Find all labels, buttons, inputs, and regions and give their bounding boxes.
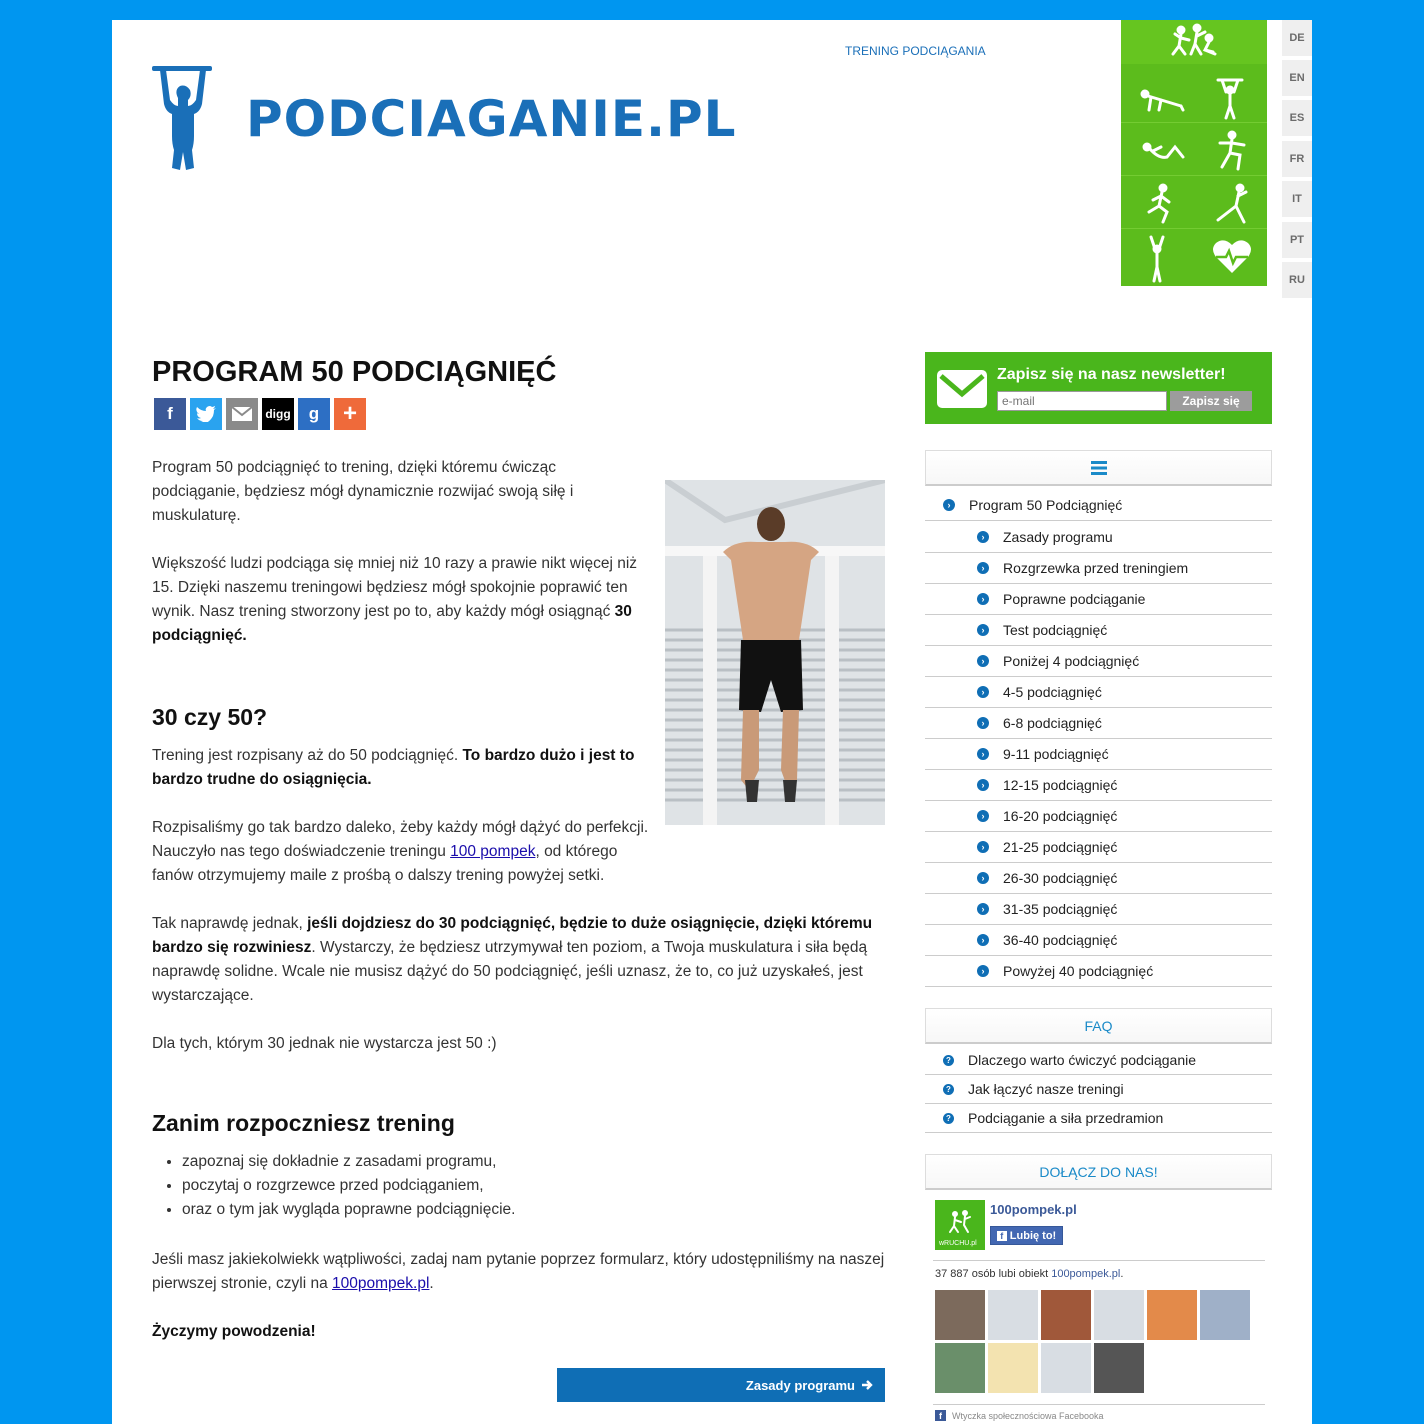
sidebar-item-9-11[interactable] [925,739,1272,770]
lang-ru[interactable]: RU [1282,262,1312,298]
faq-item-combine[interactable] [925,1075,1272,1104]
list-item: • oraz o tym jak wygląda poprawne podciągnięcie. [182,1198,515,1222]
facebook-small-icon: f [935,1410,946,1421]
sidebar-item-label: Zasady programu [1003,529,1113,545]
running-icon[interactable] [1121,176,1194,229]
sidebar-item-label: 9-11 podciągnięć [1003,746,1109,762]
paragraph-4: Rozpisaliśmy go tak bardzo daleko, żeby każdy mógł dążyć do perfekcji. Nauczyło nas tego doświadczenie treningu 100 pompek, od którego fanów otrzymujemy maile z prośbą o dalszy trening powyżej setki. [152,819,649,884]
divider [933,1404,1265,1405]
facebook-like-button[interactable] [990,1226,1063,1245]
sidebar-item-31-35[interactable] [925,894,1272,925]
faq-item-label: Jak łączyć nasze treningi [968,1081,1124,1097]
link-100-pompek[interactable]: 100 pompek [450,843,536,860]
faq-item-label: Podciąganie a siła przedramion [968,1110,1164,1126]
sidebar-item-program[interactable] [925,490,1272,521]
list-item: • poczytaj o rozgrzewce przed podciąganiem, [182,1174,515,1198]
facebook-page-name[interactable]: 100pompek.pl [990,1202,1077,1217]
twitter-icon[interactable] [190,398,222,430]
sidebar-item-36-40[interactable] [925,925,1272,956]
pushup-icon[interactable] [1121,70,1194,123]
question-circle-icon: ? [943,1084,954,1095]
lang-fr[interactable]: FR [1282,141,1312,177]
sidebar-item-test[interactable] [925,615,1272,646]
arrow-circle-icon: › [977,934,989,946]
heading-30-or-50: 30 czy 50? [152,704,268,730]
arrow-right-icon [861,1379,873,1391]
paragraph-6: Dla tych, którym 30 jednak nie wystarcza jest 50 :) [152,1035,497,1052]
question-circle-icon: ? [943,1055,954,1066]
arrow-circle-icon: › [977,965,989,977]
sidebar-item-label: Poprawne podciąganie [1003,591,1146,607]
situp-icon[interactable] [1121,123,1194,176]
arrow-circle-icon: › [977,841,989,853]
avatar[interactable] [988,1343,1038,1393]
question-circle-icon: ? [943,1113,954,1124]
sidebar-item-4-5[interactable] [925,677,1272,708]
sidebar-item-label: 4-5 podciągnięć [1003,684,1102,700]
sidebar-item-label: 26-30 podciągnięć [1003,870,1118,886]
sidebar-item-12-15[interactable] [925,770,1272,801]
join-us-header: DOŁĄCZ DO NAS! [925,1154,1272,1190]
arrow-circle-icon: › [977,810,989,822]
arrow-circle-icon: › [977,872,989,884]
faq-box-header: FAQ [925,1008,1272,1044]
google-plus-icon[interactable]: g [298,398,330,430]
sidebar-item-correct-form[interactable] [925,584,1272,615]
exercise-nav-grid [1121,20,1267,286]
avatar[interactable] [935,1343,985,1393]
closing-wish: Życzymy powodzenia! [152,1323,316,1340]
top-nav-training-link[interactable]: TRENING PODCIĄGANIA [845,44,986,58]
avatar[interactable] [1041,1343,1091,1393]
sidebar-item-label: Powyżej 40 podciągnięć [1003,963,1154,979]
link-100pompek-pl[interactable]: 100pompek.pl [332,1275,430,1292]
newsletter-submit-button[interactable]: Zapisz się [1170,391,1252,411]
facebook-like-count: 37 887 osób lubi obiekt 100pompek.pl. [935,1268,1124,1280]
heart-rate-icon[interactable] [1194,229,1267,282]
facebook-page-logo[interactable] [935,1200,985,1250]
avatar[interactable] [1041,1290,1091,1340]
arrow-circle-icon: › [977,593,989,605]
facebook-count-link[interactable]: 100pompek.pl [1051,1268,1121,1280]
paragraph-5: Tak naprawdę jednak, jeśli dojdziesz do 30 podciągnięć, będzie to duże osiągnięcie, dzięki któremu bardzo się rozwiniesz. Wystarczy, że będziesz utrzymywał ten poziom, a Twoja muskulatura i siła będą naprawdę solidne. Wcale nie musisz dążyć do 50 podciągnięć, jeśli uznasz, że to, co już uzyskałeś, jest wystarczające. [152,915,873,1004]
hamburger-icon[interactable] [1091,461,1107,475]
preparation-list [152,1150,515,1222]
sidebar-item-above-40[interactable] [925,956,1272,987]
arrow-circle-icon: › [977,903,989,915]
lang-it[interactable]: IT [1282,181,1312,217]
sidebar-item-label: 16-20 podciągnięć [1003,808,1118,824]
arrow-circle-icon: › [977,717,989,729]
avatar[interactable] [935,1290,985,1340]
pullup-photo [665,480,885,825]
avatar[interactable] [1200,1290,1250,1340]
squat-icon[interactable] [1194,123,1267,176]
facebook-logo-text: wRUCHU.pl [939,1240,977,1247]
sidebar-item-label: Program 50 Podciągnięć [969,497,1123,513]
sidebar-item-label: 36-40 podciągnięć [1003,932,1118,948]
sidebar-item-warmup[interactable] [925,553,1272,584]
page-container [112,20,1312,1424]
fitness-people-icon[interactable] [1121,20,1267,64]
more-icon[interactable]: + [334,398,366,430]
sidebar-item-16-20[interactable] [925,801,1272,832]
envelope-icon [937,370,987,408]
heading-before-training: Zanim rozpoczniesz trening [152,1110,455,1136]
lang-en[interactable]: EN [1282,60,1312,96]
stretching-icon[interactable] [1194,176,1267,229]
sidebar-item-rules[interactable] [925,522,1272,553]
sidebar-item-21-25[interactable] [925,832,1272,863]
logo-figure-icon[interactable] [152,64,214,179]
sidebar-item-26-30[interactable] [925,863,1272,894]
sidebar-item-label: Test podciągnięć [1003,622,1108,638]
sidebar-item-label: 31-35 podciągnięć [1003,901,1118,917]
next-page-button[interactable] [557,1368,885,1402]
sidebar-item-6-8[interactable] [925,708,1272,739]
next-page-label: Zasady programu [745,1377,855,1393]
facebook-f-icon: f [997,1231,1007,1241]
facebook-like-label: Lubię to! [1009,1229,1057,1242]
faq-item-why[interactable] [925,1046,1272,1075]
jumping-icon[interactable] [1121,229,1194,282]
arrow-circle-icon: › [977,624,989,636]
avatar[interactable] [988,1290,1038,1340]
avatar[interactable] [1147,1290,1197,1340]
arrow-circle-icon: › [977,748,989,760]
divider [933,1260,1265,1261]
paragraph-7: Jeśli masz jakiekolwiekk wątpliwości, zadaj nam pytanie poprzez formularz, który udostępniliśmy na naszej pierwszej stronie, czyli na 100pompek.pl. [152,1251,885,1292]
newsletter-title: Zapisz się na nasz newsletter! [997,366,1226,383]
arrow-circle-icon: › [977,686,989,698]
paragraph-2: Większość ludzi podciąga się mniej niż 10 razy a prawie nikt więcej niż 15. Dzięki naszemu treningowi będziesz mógł spokojnie poprawić ten wynik. Nasz trening stworzony jest po to, aby każdy mógł osiągnąć 30 podciągnięć. [152,555,638,644]
avatar[interactable] [1094,1343,1144,1393]
pullup-icon[interactable] [1194,70,1267,123]
facebook-footer-label: Wtyczka społecznościowa Facebooka [952,1410,1104,1421]
menu-box-header[interactable] [925,450,1272,486]
lang-pt[interactable]: PT [1282,222,1312,258]
newsletter-email-input[interactable] [997,391,1167,411]
arrow-circle-icon: › [977,655,989,667]
arrow-circle-icon: › [977,779,989,791]
lang-de[interactable]: DE [1282,20,1312,56]
sidebar-item-label: 12-15 podciągnięć [1003,777,1118,793]
email-icon[interactable] [226,398,258,430]
facebook-plugin-footer [935,1410,1104,1421]
faq-item-forearms[interactable] [925,1104,1272,1133]
faq-item-label: Dlaczego warto ćwiczyć podciąganie [968,1052,1196,1068]
sidebar-item-label: 21-25 podciągnięć [1003,839,1118,855]
page-title: PROGRAM 50 PODCIĄGNIĘĆ [152,356,557,388]
facebook-icon[interactable]: f [154,398,186,430]
intro-paragraph: Program 50 podciągnięć to trening, dzięki któremu ćwicząc podciąganie, będziesz mógł dynamicznie rozwijać swoją siłę i muskulaturę. [152,459,574,524]
arrow-circle-icon: › [943,499,955,511]
logo-text[interactable]: PODCIAGANIE.PL [246,90,737,148]
share-bar [154,398,366,430]
paragraph-3: Trening jest rozpisany aż do 50 podciągnięć. To bardzo dużo i jest to bardzo trudne do osiągnięcia. [152,747,635,788]
sidebar-item-label: Poniżej 4 podciągnięć [1003,653,1140,669]
avatar[interactable] [1094,1290,1144,1340]
lang-es[interactable]: ES [1282,100,1312,136]
digg-icon[interactable]: digg [262,398,294,430]
newsletter-box [925,352,1272,424]
arrow-circle-icon: › [977,531,989,543]
arrow-circle-icon: › [977,562,989,574]
sidebar-item-below-4[interactable] [925,646,1272,677]
list-item: • zapoznaj się dokładnie z zasadami programu, [182,1150,515,1174]
sidebar-item-label: Rozgrzewka przed treningiem [1003,560,1189,576]
sidebar-item-label: 6-8 podciągnięć [1003,715,1102,731]
